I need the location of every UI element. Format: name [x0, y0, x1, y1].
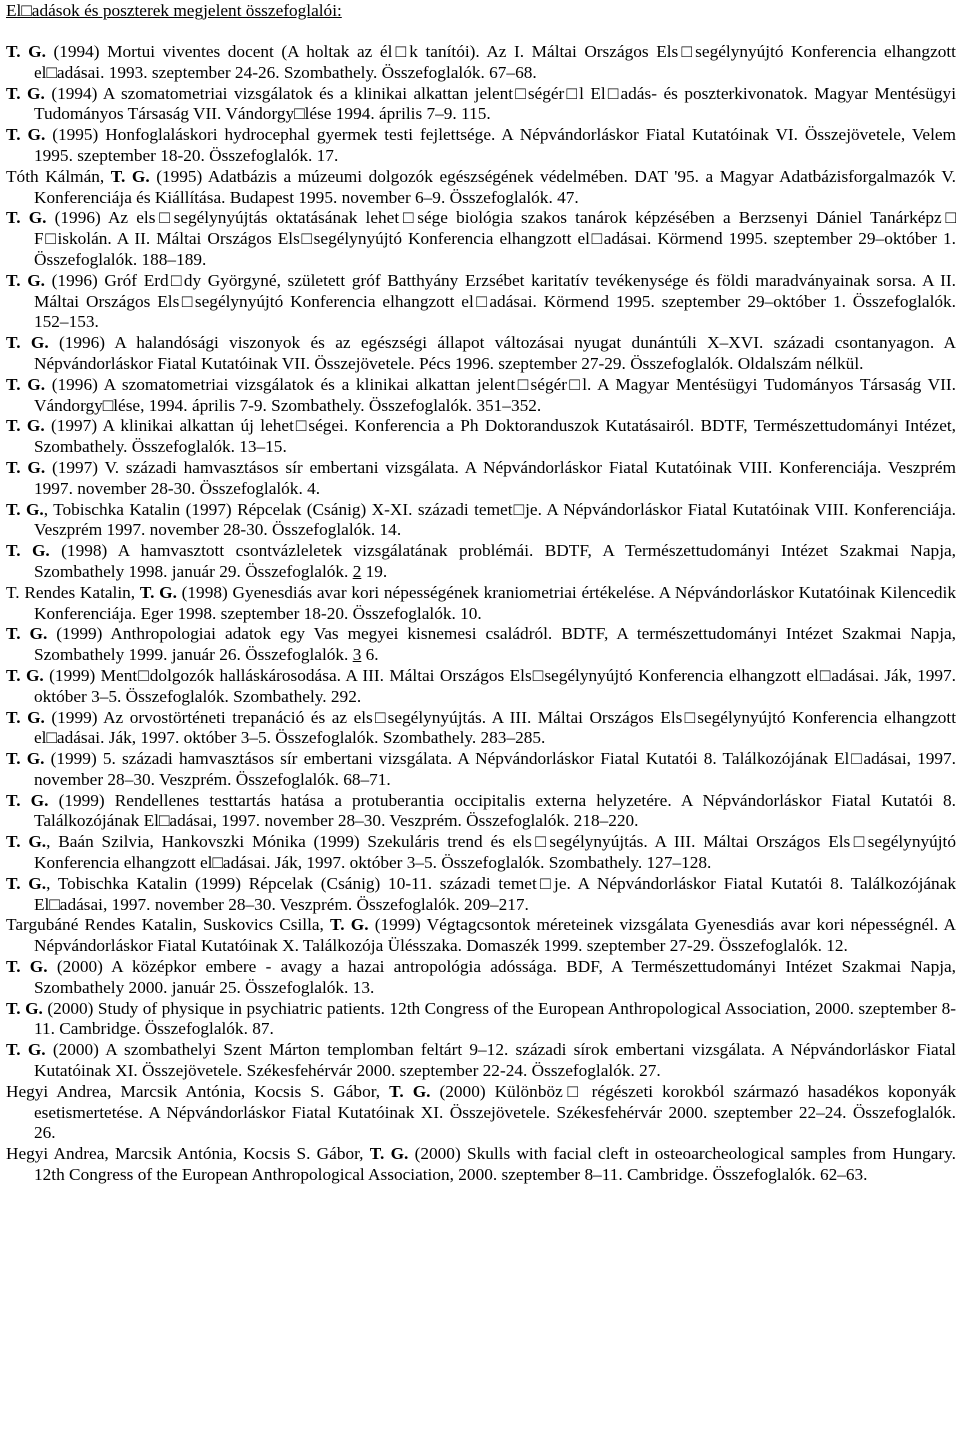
author-name: T. G.	[6, 457, 46, 477]
reference-entry	[6, 541, 956, 583]
section-heading: El□adások és poszterek megjelent összefoglalói:	[6, 1, 342, 20]
author-name: T. G.	[139, 582, 177, 602]
entry-text: T. Rendes Katalin,	[6, 582, 140, 602]
entry-text: (2000) A szombathelyi Szent Márton templomban feltárt 9–12. századi sírok embertani vizsgálata. A Népvándorláskor Fiatal Kutatóinak XI. Összejövetele. Székesfehérvár 2000. szeptember 22-24. Összefoglalók. 27.	[34, 1040, 956, 1081]
reference-entry	[6, 375, 956, 417]
author-name: T. G.	[6, 499, 44, 519]
entry-text: (2000) Különböz□ régészeti korokból származó hasadékos koponyák esetismertetése. A Népvándorláskor Fiatal Kutatóinak XI. Összejövetele. Székesfehérvár 2000. szeptember 22–24. Összefoglalók. 26.	[34, 1081, 956, 1143]
reference-entry	[6, 500, 956, 542]
entry-text: (1999) Végtagcsontok méreteinek vizsgálata Gyenesdiás avar kori népességnél. A Népvándorláskor Fiatal Kutatóinak X. Találkozója Ülésszaka. Domaszék 1999. szeptember 27-29. Összefoglalók. 12.	[34, 915, 956, 956]
entry-text: (1996) A halandósági viszonyok és az egészségi állapot változásai nyugat dunántúli X–XVI. századi csontanyagon. A Népvándorláskor Fiatal Kutatóinak VII. Összejövetele. Pécs 1996. szeptember 27-29. Összefoglalók. Oldalszám nélkül.	[34, 333, 956, 373]
author-name: T. G.	[6, 1040, 46, 1060]
author-name: T. G.	[389, 1081, 431, 1101]
entry-text: Hegyi Andrea, Marcsik Antónia, Kocsis S. Gábor,	[6, 1081, 390, 1101]
entry-text: (1999) Az orvostörténeti trepanáció és az els□segélynyújtás. A III. Máltai Országos Els□segélynyújtó Konferencia elhangzott el□adásai. Ják, 1997. október 3–5. Összefoglalók. Szombathely. 283–285.	[34, 707, 957, 748]
entry-text: (1997) A klinikai alkattan új lehet□ségei. Konferencia a Ph Doktoranduszok Kutatásairól. BDTF, Természettudományi Intézet, Szombathely. Összefoglalók. 13–15.	[34, 416, 956, 457]
author-name: T. G.	[6, 832, 47, 852]
entry-text: (1998) A hamvasztott csontvázleletek vizsgálatának problémái. BDTF, A Természettudományi Intézet Szakmai Napja, Szombathely 1998. január 29. Összefoglalók.	[34, 541, 956, 581]
reference-entry	[6, 583, 956, 625]
reference-entry	[6, 915, 956, 957]
author-name: T. G.	[6, 541, 50, 561]
entry-text: (1996) A szomatometriai vizsgálatok és a klinikai alkattan jelent□ségér□l. A Magyar Mentésügyi Tudományos Társaság VII. Vándorgy□lése, 1994. április 7-9. Szombathely. Összefoglalók. 351–352.	[34, 374, 956, 415]
author-name: T. G.	[6, 707, 45, 727]
entry-text: (1999) Rendellenes testtartás hatása a protuberantia occipitalis externa helyzetére. A Népvándorláskor Fiatal Kutatói 8. Találkozójának El□adásai, 1997. november 28–30. Veszprém. Összefoglalók. 218–220.	[34, 790, 956, 831]
entry-text: (1998) Gyenesdiás avar kori népességének kraniometriai értékelése. A Népvándorláskor Kutatóinak Kilencedik Konferenciája. Eger 1998. szeptember 18-20. Összefoglalók. 10.	[34, 582, 956, 623]
author-name: T. G.	[6, 749, 45, 769]
author-name: T. G.	[6, 790, 49, 810]
volume-number: 3	[352, 645, 362, 665]
reference-entry	[6, 333, 956, 375]
entry-text: (1994) Mortui viventes docent (A holtak az él□k tanítói). Az I. Máltai Országos Els□segélynyújtó Konferencia elhangzott el□adásai. 1993. szeptember 24-26. Szombathely. Összefoglalók. 67–68.	[34, 42, 956, 82]
author-name: T. G.	[110, 166, 150, 186]
author-name: T. G.	[330, 915, 369, 935]
reference-entry	[6, 208, 956, 270]
author-name: T. G.	[6, 374, 46, 394]
reference-entry	[6, 708, 956, 750]
author-name: T. G.	[6, 873, 47, 893]
entry-text: (1996) Az els□segélynyújtás oktatásának lehet□sége biológia szakos tanárok képzésében a Berzsenyi Dániel Tanárképz□ F□iskolán. A II. Máltai Országos Els□segélynyújtó Konferencia elhangzott el□adásai. Körmend 1995. szeptember 29–október 1. Összefoglalók. 188–189.	[34, 208, 956, 269]
reference-entry	[6, 84, 956, 126]
author-name: T. G.	[6, 42, 46, 61]
entry-text: 6.	[361, 645, 379, 665]
entry-text: Hegyi Andrea, Marcsik Antónia, Kocsis S. Gábor,	[6, 1144, 370, 1164]
author-name: T. G.	[6, 270, 45, 290]
reference-entry	[6, 791, 956, 833]
entry-text: Tóth Kálmán,	[6, 166, 111, 186]
entry-text: , Tobischka Katalin (1997) Répcelak (Csánig) X-XI. századi temet□je. A Népvándorláskor Fiatal Kutatóinak VIII. Konferenciája. Veszprém 1997. november 28-30. Összefoglalók. 14.	[34, 499, 956, 540]
reference-entry	[6, 458, 956, 500]
entry-text: (1995) Adatbázis a múzeumi dolgozók egészségének védelmében. DAT '95. a Magyar Adatbázisforgalmazók V. Konferenciája és Kiállítása. Budapest 1995. november 6–9. Összefoglalók. 47.	[34, 166, 956, 207]
entry-text: (1995) Honfoglaláskori hydrocephal gyermek testi fejlettsége. A Népvándorláskor Fiatal Kutatóinak VI. Összejövetele, Velem 1995. szeptember 18-20. Összefoglalók. 17.	[34, 125, 957, 165]
author-name: T. G.	[6, 998, 43, 1018]
reference-list	[6, 42, 956, 1186]
author-name: T. G.	[6, 83, 45, 103]
entry-text: (1994) A szomatometriai vizsgálatok és a klinikai alkattan jelent□ségér□l El□adás- és poszterkivonatok. Magyar Mentésügyi Tudományos Társaság VII. Vándorgy□lése 1994. április 7–9. 115.	[34, 83, 956, 124]
reference-entry	[6, 416, 956, 458]
entry-text: (1999) Anthropologiai adatok egy Vas megyei kisnemesi családról. BDTF, A természettudományi Intézet Szakmai Napja, Szombathely 1999. január 26. Összefoglalók.	[34, 624, 956, 665]
entry-text: (1999) Ment□dolgozók halláskárosodása. A III. Máltai Országos Els□segélynyújtó Konferencia elhangzott el□adásai. Ják, 1997. október 3–5. Összefoglalók. Szombathely. 292.	[34, 665, 956, 706]
author-name: T. G.	[6, 957, 48, 977]
reference-entry	[6, 874, 956, 916]
entry-text: 19.	[361, 561, 388, 581]
entry-text: , Baán Szilvia, Hankovszki Mónika (1999) Szekuláris trend és els□segélynyújtás. A III. Máltai Országos Els□segélynyújtó Konferencia elhangzott el□adásai. Ják, 1997. október 3–5. Összefoglalók. Szombathely. 127–128.	[34, 832, 956, 873]
reference-entry	[6, 1040, 956, 1082]
reference-entry	[6, 125, 956, 167]
entry-text: Targubáné Rendes Katalin, Suskovics Csilla,	[6, 915, 331, 935]
entry-text: (1997) V. századi hamvasztásos sír embertani vizsgálata. A Népvándorláskor Fiatal Kutatóinak VIII. Konferenciája. Veszprém 1997. november 28-30. Összefoglalók. 4.	[34, 457, 956, 498]
author-name: T. G.	[6, 208, 47, 228]
author-name: T. G.	[6, 416, 45, 436]
entry-text: (2000) A középkor embere - avagy a hazai antropológia adóssága. BDF, A Természettudományi Intézet Szakmai Napja, Szombathely 2000. január 25. Összefoglalók. 13.	[34, 957, 956, 997]
author-name: T. G.	[6, 333, 49, 353]
entry-text: (1999) 5. századi hamvasztásos sír embertani vizsgálata. A Népvándorláskor Fiatal Kutatói 8. Találkozójának El□adásai, 1997. november 28–30. Veszprém. Összefoglalók. 68–71.	[34, 749, 956, 789]
reference-entry	[6, 271, 956, 333]
reference-entry	[6, 999, 956, 1041]
blank-line	[6, 22, 956, 42]
author-name: T. G.	[6, 665, 44, 685]
reference-entry	[6, 167, 956, 209]
author-name: T. G.	[369, 1144, 409, 1164]
entry-text: , Tobischka Katalin (1999) Répcelak (Csánig) 10-11. századi temet□je. A Népvándorláskor Fiatal Kutatói 8. Találkozójának El□adásai, 1997. november 28–30. Veszprém. Összefoglalók. 209–217.	[34, 873, 956, 914]
reference-entry	[6, 749, 956, 791]
reference-entry	[6, 832, 956, 874]
entry-text: (2000) Study of physique in psychiatric patients. 12th Congress of the European Anthropological Association, 2000. szeptember 8-11. Cambridge. Összefoglalók. 87.	[34, 998, 956, 1039]
entry-text: (1996) Gróf Erd□dy Györgyné, született gróf Batthyány Erzsébet karitatív tevékenysége és földi maradványainak sorsa. A II. Máltai Országos Els□segélynyújtó Konferencia elhangzott el□adásai. Körmend 1995. szeptember 29–október 1. Összefoglalók. 152–153.	[34, 270, 956, 332]
author-name: T. G.	[6, 624, 48, 644]
reference-entry	[6, 624, 956, 666]
reference-entry	[6, 957, 956, 999]
reference-entry	[6, 666, 956, 708]
entry-text: (2000) Skulls with facial cleft in osteoarcheological samples from Hungary. 12th Congress of the European Anthropological Association, 2000. szeptember 8–11. Cambridge. Összefoglalók. 62–63.	[34, 1144, 956, 1185]
reference-entry	[6, 1082, 956, 1144]
author-name: T. G.	[6, 125, 46, 145]
reference-entry	[6, 42, 956, 84]
reference-entry	[6, 1144, 956, 1186]
volume-number: 2	[352, 561, 362, 581]
